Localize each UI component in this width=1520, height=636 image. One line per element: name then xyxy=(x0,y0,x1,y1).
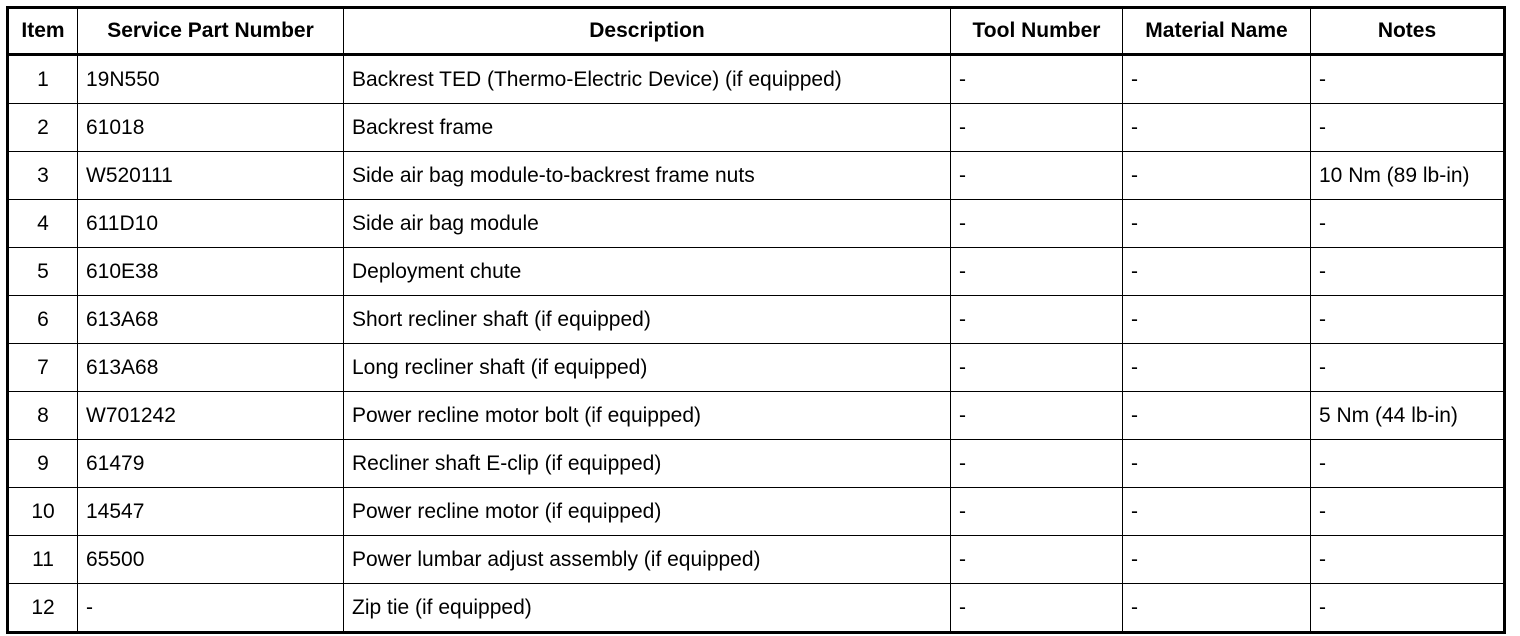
material-cell: - xyxy=(1123,152,1311,200)
tool-cell: - xyxy=(951,152,1123,200)
item-cell: 7 xyxy=(8,344,78,392)
material-cell: - xyxy=(1123,55,1311,104)
material-cell: - xyxy=(1123,248,1311,296)
tool-cell: - xyxy=(951,296,1123,344)
material-cell: - xyxy=(1123,104,1311,152)
description-cell: Zip tie (if equipped) xyxy=(344,584,951,633)
material-cell: - xyxy=(1123,488,1311,536)
item-cell: 11 xyxy=(8,536,78,584)
description-cell: Recliner shaft E-clip (if equipped) xyxy=(344,440,951,488)
table-row xyxy=(8,104,1505,152)
material-cell: - xyxy=(1123,200,1311,248)
part-cell: 611D10 xyxy=(78,200,344,248)
notes-cell: - xyxy=(1311,536,1505,584)
header-service-part-number: Service Part Number xyxy=(78,8,344,55)
material-cell: - xyxy=(1123,344,1311,392)
part-cell: 613A68 xyxy=(78,344,344,392)
description-cell: Power lumbar adjust assembly (if equipped) xyxy=(344,536,951,584)
table-row xyxy=(8,200,1505,248)
table-row xyxy=(8,55,1505,104)
part-cell: 610E38 xyxy=(78,248,344,296)
table-row xyxy=(8,536,1505,584)
tool-cell: - xyxy=(951,440,1123,488)
notes-cell: - xyxy=(1311,584,1505,633)
notes-cell: - xyxy=(1311,200,1505,248)
tool-cell: - xyxy=(951,488,1123,536)
notes-cell: - xyxy=(1311,344,1505,392)
item-cell: 4 xyxy=(8,200,78,248)
notes-cell: - xyxy=(1311,488,1505,536)
material-cell: - xyxy=(1123,536,1311,584)
table-row xyxy=(8,584,1505,633)
tool-cell: - xyxy=(951,584,1123,633)
material-cell: - xyxy=(1123,584,1311,633)
tool-cell: - xyxy=(951,200,1123,248)
notes-cell: - xyxy=(1311,440,1505,488)
tool-cell: - xyxy=(951,536,1123,584)
notes-cell: 5 Nm (44 lb-in) xyxy=(1311,392,1505,440)
table-row xyxy=(8,296,1505,344)
material-cell: - xyxy=(1123,392,1311,440)
description-cell: Power recline motor (if equipped) xyxy=(344,488,951,536)
item-cell: 12 xyxy=(8,584,78,633)
description-cell: Short recliner shaft (if equipped) xyxy=(344,296,951,344)
table-row xyxy=(8,152,1505,200)
item-cell: 8 xyxy=(8,392,78,440)
tool-cell: - xyxy=(951,55,1123,104)
notes-cell: 10 Nm (89 lb-in) xyxy=(1311,152,1505,200)
material-cell: - xyxy=(1123,440,1311,488)
description-cell: Side air bag module xyxy=(344,200,951,248)
part-cell: 65500 xyxy=(78,536,344,584)
table-row xyxy=(8,440,1505,488)
table-row xyxy=(8,248,1505,296)
header-item: Item xyxy=(8,8,78,55)
part-cell: 19N550 xyxy=(78,55,344,104)
header-material-name: Material Name xyxy=(1123,8,1311,55)
part-cell: - xyxy=(78,584,344,633)
tool-cell: - xyxy=(951,344,1123,392)
header-row xyxy=(8,8,1505,55)
part-cell: 61018 xyxy=(78,104,344,152)
part-cell: W520111 xyxy=(78,152,344,200)
header-description: Description xyxy=(344,8,951,55)
part-cell: 61479 xyxy=(78,440,344,488)
description-cell: Long recliner shaft (if equipped) xyxy=(344,344,951,392)
description-cell: Backrest TED (Thermo-Electric Device) (if equipped) xyxy=(344,55,951,104)
part-cell: 14547 xyxy=(78,488,344,536)
notes-cell: - xyxy=(1311,248,1505,296)
parts-table xyxy=(6,6,1506,634)
notes-cell: - xyxy=(1311,296,1505,344)
table-row xyxy=(8,392,1505,440)
item-cell: 5 xyxy=(8,248,78,296)
tool-cell: - xyxy=(951,248,1123,296)
description-cell: Side air bag module-to-backrest frame nuts xyxy=(344,152,951,200)
notes-cell: - xyxy=(1311,104,1505,152)
tool-cell: - xyxy=(951,392,1123,440)
item-cell: 3 xyxy=(8,152,78,200)
description-cell: Power recline motor bolt (if equipped) xyxy=(344,392,951,440)
material-cell: - xyxy=(1123,296,1311,344)
item-cell: 6 xyxy=(8,296,78,344)
item-cell: 2 xyxy=(8,104,78,152)
item-cell: 1 xyxy=(8,55,78,104)
description-cell: Deployment chute xyxy=(344,248,951,296)
header-notes: Notes xyxy=(1311,8,1505,55)
item-cell: 10 xyxy=(8,488,78,536)
description-cell: Backrest frame xyxy=(344,104,951,152)
header-tool-number: Tool Number xyxy=(951,8,1123,55)
table-row xyxy=(8,488,1505,536)
item-cell: 9 xyxy=(8,440,78,488)
notes-cell: - xyxy=(1311,55,1505,104)
tool-cell: - xyxy=(951,104,1123,152)
part-cell: 613A68 xyxy=(78,296,344,344)
part-cell: W701242 xyxy=(78,392,344,440)
table-row xyxy=(8,344,1505,392)
